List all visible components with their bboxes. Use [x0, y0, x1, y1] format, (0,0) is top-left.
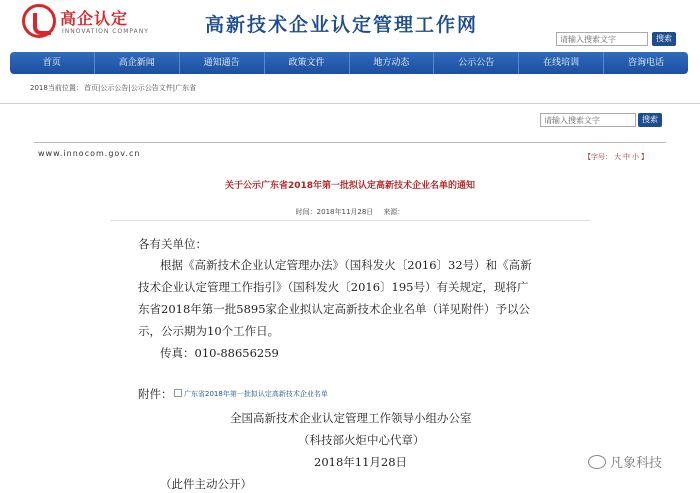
issuing-org-seal: （科技部火炬中心代章）: [298, 433, 425, 447]
source-label: 来源：: [383, 208, 405, 216]
wechat-icon: [588, 455, 606, 469]
nav-item-announcements[interactable]: 公示公告: [434, 52, 519, 74]
site-title: 高新技术企业认定管理工作网: [205, 14, 479, 36]
body-line: 东省2018年第一批5895家企业拟认定高新技术企业名单（详见附件）予以公: [138, 302, 531, 316]
title-divider: [110, 220, 590, 221]
body-line: 技术企业认定管理工作指引》（国科发火〔2016〕195号）有关规定，现将广: [138, 280, 529, 294]
nav-item-news[interactable]: 高企新闻: [95, 52, 180, 74]
nav-item-policy[interactable]: 政策文件: [265, 52, 350, 74]
body-line: 示，公示期为10个工作日。: [138, 324, 280, 338]
font-size-small[interactable]: 小: [632, 153, 639, 161]
nav-item-notices[interactable]: 通知通告: [180, 52, 265, 74]
top-search-input[interactable]: 请输入搜索文字: [556, 32, 648, 46]
article-title: 关于公示广东省2018年第一批拟认定高新技术企业名单的通知: [224, 181, 476, 191]
attachment-link[interactable]: 广东省2018年第一批拟认定高新技术企业名单: [174, 389, 328, 399]
public-note: （此件主动公开）: [160, 477, 252, 491]
nav-item-home[interactable]: 首页: [10, 52, 95, 74]
font-size-medium[interactable]: 中: [623, 153, 630, 161]
breadcrumb-label: 2018当前位置：: [30, 84, 83, 92]
font-size-large[interactable]: 大: [614, 153, 621, 161]
issuing-org: 全国高新技术企业认定管理工作领导小组办公室: [230, 411, 472, 425]
logo-icon: [22, 4, 56, 38]
mid-search-button[interactable]: 搜索: [638, 113, 662, 127]
watermark: [588, 452, 662, 471]
article-meta: [0, 207, 700, 217]
site-url: www.innocom.gov.cn: [38, 149, 141, 158]
time-value: 2018年11月28日: [316, 208, 374, 216]
logo-subtitle: INNOVATION COMPANY: [62, 28, 149, 35]
breadcrumb: [0, 80, 700, 94]
font-size-label: 【字号：: [584, 153, 612, 161]
logo-name: 高企认定: [60, 9, 129, 28]
nav-item-local[interactable]: 地方动态: [350, 52, 435, 74]
issue-date: 2018年11月28日: [314, 455, 408, 469]
mid-search-input[interactable]: 请输入搜索文字: [540, 113, 636, 127]
nav-item-training[interactable]: 在线培训: [519, 52, 604, 74]
nav-item-phone[interactable]: 咨询电话: [628, 58, 665, 68]
main-nav: [10, 52, 688, 74]
breadcrumb-path[interactable]: 首页|公示公告|公示公告文件|广东省: [84, 84, 197, 92]
site-logo[interactable]: [22, 4, 149, 44]
fax-number: 传真：010-88656259: [160, 346, 279, 360]
font-size-end: 】: [641, 153, 648, 161]
font-size-control: [583, 152, 649, 162]
divider: [0, 103, 700, 104]
time-label: 时间：: [295, 208, 317, 216]
greeting: 各有关单位：: [138, 237, 207, 251]
body-line: 根据《高新技术企业认定管理办法》（国科发火〔2016〕32号）和《高新: [160, 258, 532, 272]
site-header: [0, 0, 700, 52]
watermark-text: 凡象科技: [610, 456, 663, 471]
attachment-label: 附件：: [138, 387, 173, 401]
top-search-button[interactable]: 搜索: [652, 32, 676, 46]
